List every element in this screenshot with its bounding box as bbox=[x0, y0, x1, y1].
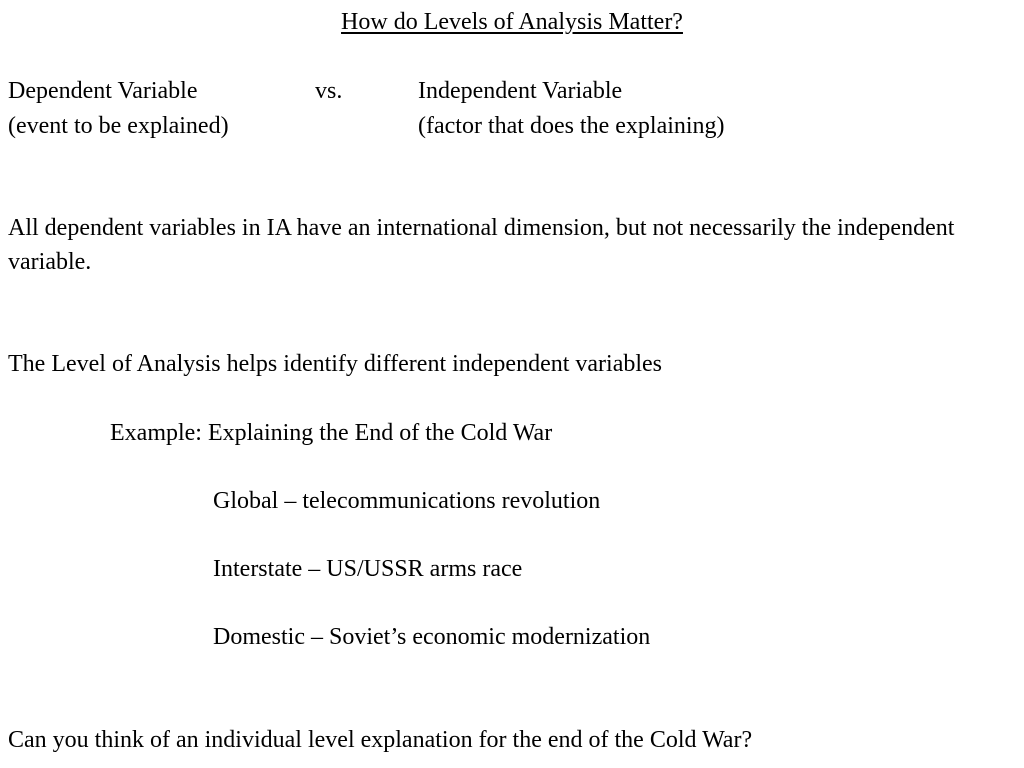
level-of-analysis-statement: The Level of Analysis helps identify different independent variables bbox=[8, 351, 663, 377]
domestic-level-item: Domestic – Soviet’s economic modernization bbox=[213, 624, 651, 650]
slide-title: How do Levels of Analysis Matter? bbox=[341, 9, 683, 35]
independent-variable-label: Independent Variable bbox=[418, 78, 623, 104]
example-heading: Example: Explaining the End of the Cold War bbox=[110, 420, 553, 446]
interstate-level-item: Interstate – US/USSR arms race bbox=[213, 556, 523, 582]
versus-label: vs. bbox=[315, 78, 343, 104]
dependent-variables-paragraph: All dependent variables in IA have an international dimension, but not necessarily the independent variable. bbox=[8, 215, 955, 275]
dependent-variable-label: Dependent Variable bbox=[8, 78, 198, 104]
dependent-variable-description: (event to be explained) bbox=[8, 113, 229, 139]
global-level-item: Global – telecommunications revolution bbox=[213, 488, 601, 514]
closing-question: Can you think of an individual level explanation for the end of the Cold War? bbox=[8, 727, 753, 753]
independent-variable-description: (factor that does the explaining) bbox=[418, 113, 725, 139]
